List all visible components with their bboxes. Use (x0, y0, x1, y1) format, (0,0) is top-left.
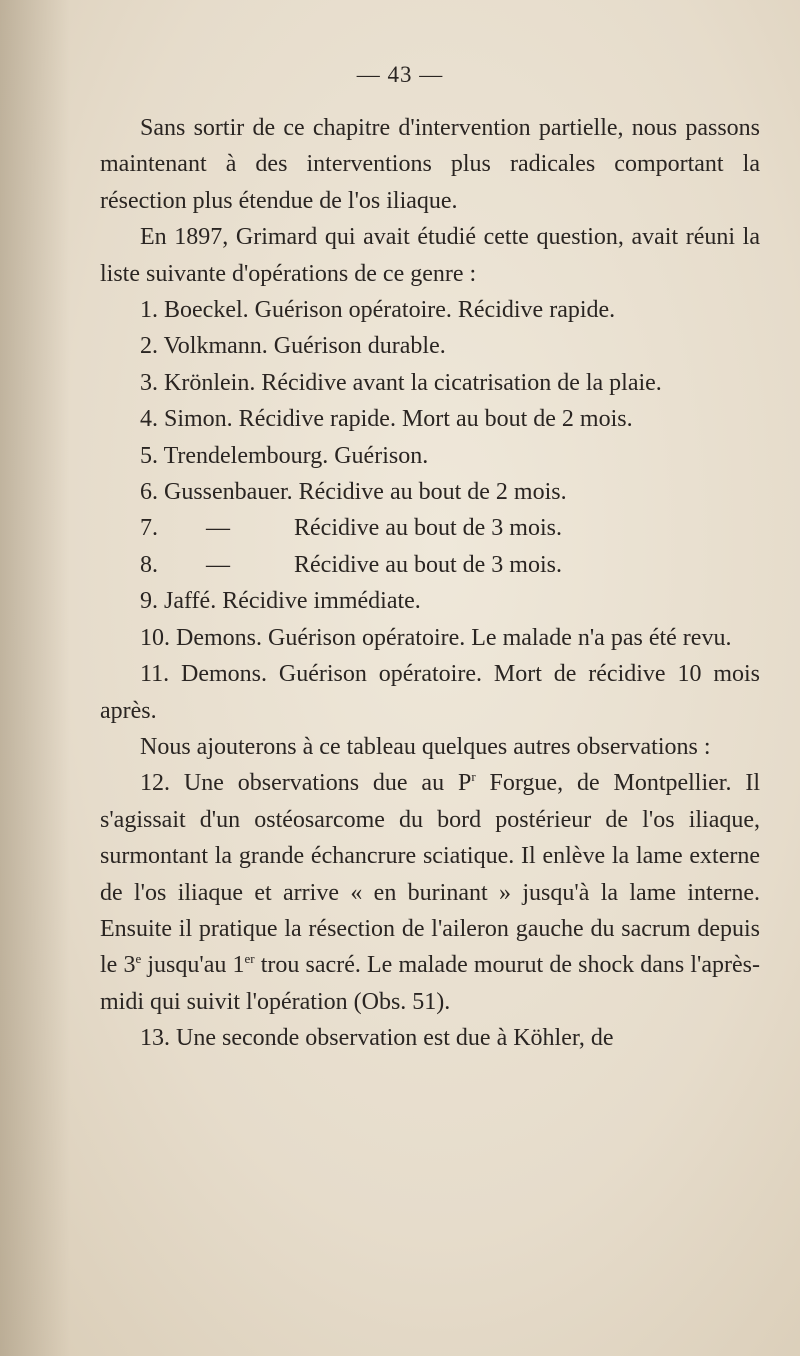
list-item: 1. Boeckel. Guérison opératoire. Récidive rapide. (140, 297, 616, 324)
list-item-kohler: 13. Une seconde observation est due à Köhler, de (140, 1025, 614, 1052)
ditto-dash: — (206, 515, 230, 542)
ditto-dash: — (206, 551, 230, 578)
list-item: 2. Volkmann. Guérison durable. (140, 333, 446, 360)
list-item: 4. Simon. Récidive rapide. Mort au bout de 2 mois. (140, 406, 633, 433)
paragraph-intro: Sans sortir de ce chapitre d'intervention partielle, nous passons maintenant à des interventions plus radicales comportant la résection plus étendue de l'os iliaque. (100, 115, 760, 214)
page-number: — 43 — (356, 62, 444, 87)
list-item: 6. Gussenbauer. Récidive au bout de 2 mois. (140, 479, 567, 506)
paragraph-additions: Nous ajouterons à ce tableau quelques autres observations : (140, 733, 711, 760)
body-text (100, 110, 760, 1057)
list-item-forgue: 12. Une observations due au $P^r$ Forgue, de Montpellier. Il s'agissait d'un ostéosarcome du bord postérieur de l'os iliaque, surmontant la grande échancrure sciatique. Il enlève la lame externe de l'os iliaque et arrive « en burinant » jusqu'à la lame interne. Ensuite il pratique la résection de l'aileron gauche du sacrum depuis le 3e jusqu'au 1er trou sacré. Le malade mourut de shock dans l'après-midi qui suivit l'opération (Obs. 51). (100, 769, 761, 1015)
list-item: 11. Demons. Guérison opératoire. Mort de récidive 10 mois après. (100, 661, 760, 724)
list-item-number: 7. (140, 515, 158, 542)
list-item: 10. Demons. Guérison opératoire. Le malade n'a pas été revu. (140, 624, 732, 651)
page-edge-shadow (0, 0, 70, 1356)
list-item (100, 547, 760, 583)
list-item: 5. Trendelembourg. Guérison. (140, 442, 429, 469)
list-item-text: Récidive au bout de 3 mois. (294, 551, 562, 578)
list-item (100, 510, 760, 546)
list-item: 9. Jaffé. Récidive immédiate. (140, 588, 421, 615)
paragraph-grimard: En 1897, Grimard qui avait étudié cette question, avait réuni la liste suivante d'opérations de ce genre : (100, 224, 760, 287)
list-item: 3. Krönlein. Récidive avant la cicatrisation de la plaie. (140, 369, 662, 396)
list-item-text: Récidive au bout de 3 mois. (294, 515, 562, 542)
list-item-number: 8. (140, 551, 158, 578)
